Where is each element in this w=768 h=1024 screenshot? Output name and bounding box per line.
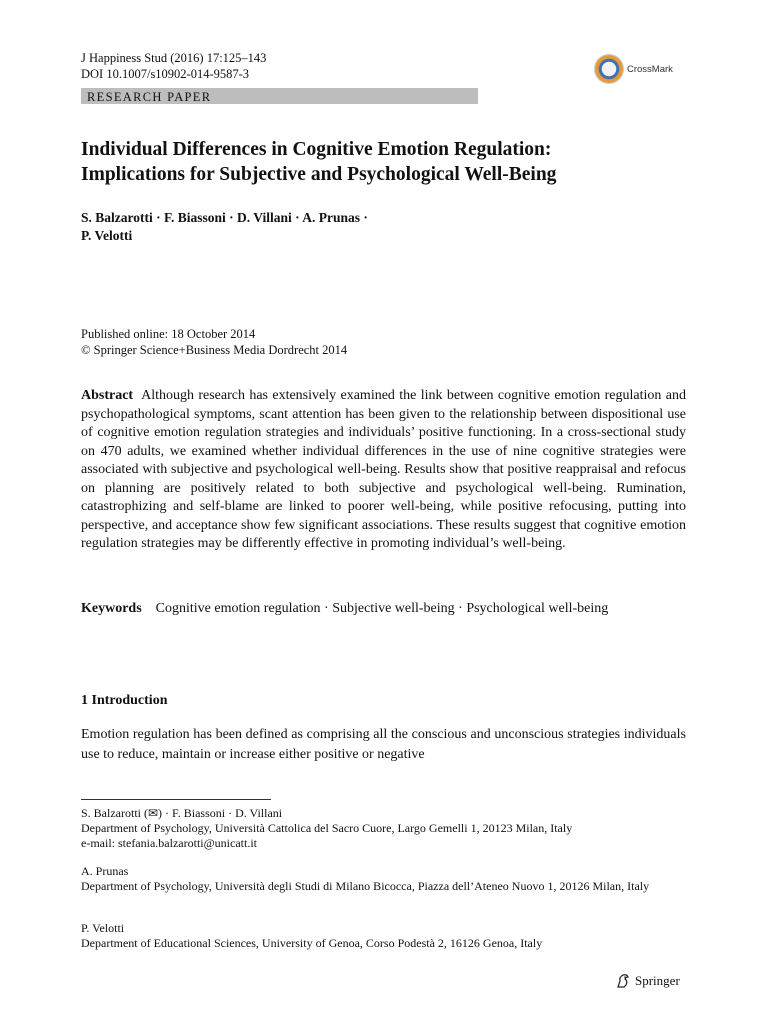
title-line-2: Implications for Subjective and Psychological Well-Being xyxy=(81,164,557,185)
publication-info xyxy=(81,327,347,358)
affiliation-names: A. Prunas xyxy=(81,864,129,878)
keywords xyxy=(81,600,686,619)
publisher-name: Springer xyxy=(635,973,680,988)
authors-line-2: P. Velotti xyxy=(81,228,133,243)
section-label: RESEARCH PAPER xyxy=(87,90,212,104)
affiliation-names: P. Velotti xyxy=(81,921,125,935)
publisher-mark xyxy=(615,971,680,991)
abstract-text: Although research has extensively examined the link between cognitive emotion regulation and psychopathological symptoms, scant attention has been given to the relationship between dispositional use of cognitive emotion regulation strategies and individuals’ positive functioning. In a cross-sectional study on 470 adults, we examined whether individual differences in the use of nine cognitive strategies were associated with subjective and psychological well-being. Results show that positive reappraisal and refocus on planning are positively related to both subjective and psychological well-being. Rumination, catastrophizing and self-blame are linked to poorer well-being, while positive refocusing, putting into perspective, and acceptance show few significant associations. These results suggest that cognitive emotion regulation strategies may be differently effective in promoting individual’s well-being. xyxy=(81,388,686,551)
title-line-1: Individual Differences in Cognitive Emotion Regulation: xyxy=(81,139,552,160)
journal-line: J Happiness Stud (2016) 17:125–143 xyxy=(81,51,267,65)
affiliation-names: S. Balzarotti (✉) · F. Biassoni · D. Villani xyxy=(81,806,283,820)
article-title xyxy=(81,137,691,187)
journal-citation xyxy=(81,50,266,82)
affiliation-2 xyxy=(81,864,686,894)
introduction-paragraph: Emotion regulation has been defined as comprising all the conscious and unconscious strategies individuals use to reduce, maintain or increase either positive or negative xyxy=(81,727,686,762)
section-bar xyxy=(81,88,478,104)
affiliation-address: Department of Psychology, Università Cattolica del Sacro Cuore, Largo Gemelli 1, 20123 Milan, Italy xyxy=(81,821,573,835)
abstract xyxy=(81,387,686,554)
affiliation-address: Department of Psychology, Università degli Studi di Milano Bicocca, Piazza dell’Ateneo Nuovo 1, 20126 Milan, Italy xyxy=(81,879,650,893)
copyright-notice: © Springer Science+Business Media Dordrecht 2014 xyxy=(81,342,348,357)
abstract-heading: Abstract xyxy=(81,388,134,403)
footnote-divider xyxy=(81,799,271,800)
section-heading-introduction: 1 Introduction xyxy=(81,693,168,708)
crossmark-badge[interactable] xyxy=(595,53,695,85)
crossmark-label: CrossMark xyxy=(627,63,673,75)
doi-line[interactable]: DOI 10.1007/s10902-014-9587-3 xyxy=(81,67,250,81)
keywords-heading: Keywords xyxy=(81,601,142,616)
author-list xyxy=(81,209,681,245)
affiliation-1 xyxy=(81,806,686,851)
springer-horse-icon xyxy=(615,973,631,989)
affiliation-3 xyxy=(81,921,686,951)
crossmark-icon xyxy=(595,55,623,83)
published-date: Published online: 18 October 2014 xyxy=(81,327,256,341)
affiliation-email[interactable]: e-mail: stefania.balzarotti@unicatt.it xyxy=(81,836,257,850)
authors-line-1: S. Balzarotti · F. Biassoni · D. Villani · A. Prunas · xyxy=(81,210,368,225)
affiliation-address: Department of Educational Sciences, University of Genoa, Corso Podestà 2, 16126 Genoa, Italy xyxy=(81,936,543,950)
keywords-text: Cognitive emotion regulation · Subjective well-being · Psychological well-being xyxy=(155,601,609,616)
